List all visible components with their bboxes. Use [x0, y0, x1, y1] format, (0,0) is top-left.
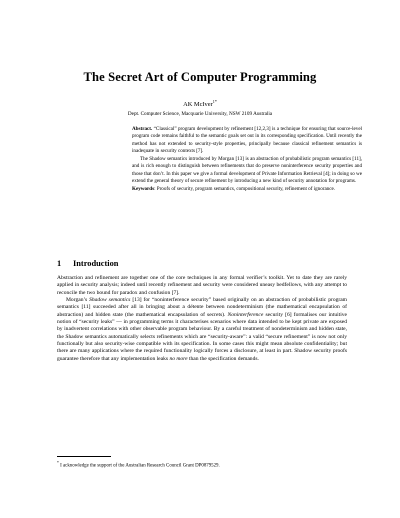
body-text — [57, 275, 347, 363]
author-name: AK McIver — [183, 101, 213, 109]
body-text-run: than the specification demands. — [187, 355, 259, 362]
body-paragraph-2 — [57, 297, 347, 363]
section-title: Introduction — [73, 259, 119, 268]
body-emphasis: Noninterference — [227, 311, 264, 318]
footnote-mark: * — [57, 461, 59, 465]
abstract-text-1: “Classical” program development by refinement [12,2,3] is a technique for ensuring that source-level program code remains faithful to the semantic goals set out in its corresponding specification. Until recently the method has not extended to security-style properties, principally because classical refinement semantics is inadequate in security contexts [7]. — [132, 126, 362, 155]
author-mark: 1* — [212, 99, 217, 104]
abstract-paragraph-1 — [132, 126, 362, 156]
section-heading — [57, 259, 347, 268]
paper-title: The Secret Art of Computer Programming — [83, 70, 317, 84]
footnote-rule — [57, 456, 111, 457]
affiliation: Dept. Computer Science, Macquarie University, NSW 2109 Australia — [127, 111, 273, 117]
abstract-paragraph-2: The Shadow semantics introduced by Morgan [13] is an abstraction of probabilistic program semantics [11], and is rich enough to distinguish between refinements that do preserve noninterference security properties and those that don’t. In this paper we give a formal development of Private Information Retrieval [4]; in doing so we extend the general theory of secure refinement by introducing a new kind of security annotation for programs. — [132, 155, 362, 185]
keywords-text: Proofs of security, program semantics, compositional security, refinement of ignorance. — [156, 185, 336, 192]
body-text-run: security [6] formalises our intuitive notion of “security leaks” — in programming terms it characterises scenarios where data intended to be kept private are exposed by inadvertent correlations with other observable program behaviour. By a careful treatment of nondeterminism and hidden state, the Shadow semantics automatically selects refinements which are “security-aware”: a valid “secure refinement” is now not only functionally but also security-wise compatible with its specification. In some cases this might mean absolute confidentiality; but there are many applications where the required functionality logically forces a disclosure, at least in part. Shadow security proofs guarantee therefore that any implementation leaks — [57, 311, 347, 362]
footnote — [57, 460, 347, 470]
keywords-label: Keywords — [132, 185, 155, 192]
body-emphasis: no more — [169, 355, 188, 362]
abstract-label: Abstract. — [132, 126, 153, 132]
body-paragraph-1: Abstraction and refinement are together one of the core techniques in any formal verifier’s toolkit. Yet to date they are rarely applied in security analysis; indeed until recently refinement and security were considered uneasy bedfellows, with any attempt to reconcile the two bound for paradox and confusion [7]. — [57, 275, 347, 296]
footnote-text: I acknowledge the support of the Australian Research Council Grant DP0879529. — [58, 463, 220, 469]
keywords-line: Keywords: Proofs of security, program semantics, compositional security, refinement of ignorance. — [132, 185, 336, 192]
author-line — [0, 99, 400, 108]
body-emphasis: Shadow semantics — [89, 297, 131, 304]
body-text-run: Morgan’s — [66, 297, 90, 304]
body-text-run: [13] for “noninterference security” based originally on an abstraction of probabilistic program semantics [11] succeeded after all in bringing about a détente between nondeterminism (the mathematical encapsulation of abstraction) and hidden state (the mathematical encapsulation of secrets). — [57, 297, 347, 318]
section-number: 1 — [57, 259, 62, 268]
abstract-block — [132, 126, 362, 193]
